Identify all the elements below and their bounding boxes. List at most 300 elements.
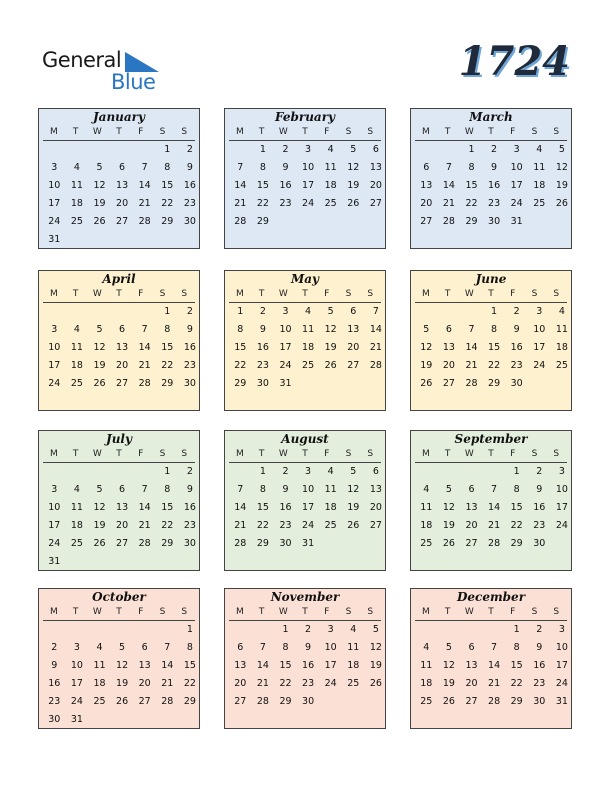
weekday-header <box>229 125 381 141</box>
day-cell: 25 <box>420 696 433 707</box>
day-cell: 16 <box>48 678 61 689</box>
empty-cell <box>229 463 252 481</box>
day-cell: 9 <box>536 484 543 495</box>
weekday-label: M <box>235 449 244 459</box>
day-cell: 11 <box>302 324 315 335</box>
day-cell: 12 <box>116 660 129 671</box>
day-cell: 2 <box>305 624 312 635</box>
day-cell: 7 <box>372 306 379 317</box>
day-cell: 14 <box>234 502 247 513</box>
weekday-header <box>43 605 195 621</box>
day-cell: 20 <box>465 520 478 531</box>
day-cell: 15 <box>183 660 196 671</box>
day-cell: 11 <box>70 502 83 513</box>
empty-cell <box>88 463 111 481</box>
day-cell: 3 <box>51 162 58 173</box>
month-june <box>410 270 572 411</box>
month-name: May <box>290 272 320 286</box>
month-name: October <box>92 590 146 604</box>
day-cell: 5 <box>96 324 103 335</box>
weekday-label: S <box>367 607 374 617</box>
weekday-header <box>43 125 195 141</box>
day-cell: 21 <box>488 678 501 689</box>
day-cell: 5 <box>96 484 103 495</box>
empty-cell <box>133 463 156 481</box>
weekday-label: S <box>367 127 374 137</box>
weekday-label: T <box>116 449 122 459</box>
day-cell: 5 <box>445 484 452 495</box>
empty-cell <box>88 621 111 639</box>
day-cell: 5 <box>350 466 357 477</box>
day-cell: 27 <box>138 696 151 707</box>
day-cell: 29 <box>488 378 501 389</box>
day-cell: 26 <box>324 360 337 371</box>
day-cell: 30 <box>488 216 501 227</box>
day-cell: 10 <box>533 324 546 335</box>
day-cell: 15 <box>161 180 174 191</box>
day-cell: 29 <box>279 696 292 707</box>
day-cell: 8 <box>164 162 171 173</box>
day-cell: 24 <box>70 696 83 707</box>
empty-cell <box>415 141 438 159</box>
month-july <box>38 430 200 571</box>
day-cell: 19 <box>93 198 106 209</box>
month-august <box>224 430 386 571</box>
day-cell: 15 <box>510 660 523 671</box>
day-grid <box>229 141 381 231</box>
empty-cell <box>415 463 438 481</box>
weekday-header <box>43 447 195 463</box>
day-cell: 26 <box>420 378 433 389</box>
day-cell: 30 <box>256 378 269 389</box>
day-cell: 29 <box>234 378 247 389</box>
day-cell: 13 <box>420 180 433 191</box>
day-cell: 6 <box>468 484 475 495</box>
day-cell: 14 <box>465 342 478 353</box>
day-cell: 12 <box>555 162 568 173</box>
day-cell: 8 <box>186 642 193 653</box>
day-cell: 6 <box>372 466 379 477</box>
weekday-label: M <box>49 289 58 299</box>
weekday-label: M <box>235 289 244 299</box>
day-cell: 11 <box>533 162 546 173</box>
day-cell: 26 <box>347 198 360 209</box>
day-cell: 18 <box>302 342 315 353</box>
day-cell: 6 <box>119 484 126 495</box>
weekday-label: S <box>367 289 374 299</box>
logo-general-text: General <box>42 48 122 72</box>
day-cell: 18 <box>70 520 83 531</box>
day-cell: 4 <box>536 144 543 155</box>
day-cell: 28 <box>442 216 455 227</box>
day-cell: 2 <box>186 466 193 477</box>
day-cell: 21 <box>234 198 247 209</box>
day-cell: 10 <box>555 484 568 495</box>
weekday-header <box>415 605 567 621</box>
empty-cell <box>252 621 275 639</box>
day-cell: 5 <box>327 306 334 317</box>
day-cell: 27 <box>116 538 129 549</box>
day-cell: 17 <box>48 520 61 531</box>
day-cell: 9 <box>513 324 520 335</box>
day-cell: 18 <box>324 180 337 191</box>
day-cell: 22 <box>510 678 523 689</box>
day-cell: 18 <box>420 520 433 531</box>
day-cell: 7 <box>445 162 452 173</box>
day-cell: 13 <box>442 342 455 353</box>
day-cell: 21 <box>138 520 151 531</box>
day-cell: 8 <box>164 324 171 335</box>
weekday-label: T <box>258 127 265 137</box>
day-cell: 5 <box>423 324 430 335</box>
day-cell: 16 <box>279 180 292 191</box>
day-cell: 12 <box>93 342 106 353</box>
day-cell: 1 <box>259 466 266 477</box>
day-cell: 6 <box>372 144 379 155</box>
day-cell: 3 <box>327 624 334 635</box>
day-cell: 3 <box>51 324 58 335</box>
day-cell: 12 <box>420 342 433 353</box>
day-cell: 20 <box>347 342 360 353</box>
weekday-label: W <box>278 607 288 617</box>
day-cell: 8 <box>259 162 266 173</box>
day-grid <box>43 463 195 571</box>
day-cell: 4 <box>327 466 334 477</box>
day-cell: 23 <box>533 678 546 689</box>
month-february <box>224 108 386 249</box>
day-cell: 19 <box>324 342 337 353</box>
weekday-label: S <box>159 449 166 459</box>
weekday-label: S <box>553 607 560 617</box>
day-cell: 31 <box>70 714 83 725</box>
weekday-label: M <box>235 127 244 137</box>
month-march <box>410 108 572 249</box>
empty-cell <box>438 303 461 321</box>
day-cell: 16 <box>279 502 292 513</box>
day-cell: 20 <box>116 198 129 209</box>
day-cell: 15 <box>161 502 174 513</box>
day-cell: 21 <box>256 678 269 689</box>
weekday-label: F <box>324 607 330 617</box>
day-cell: 7 <box>141 162 148 173</box>
day-cell: 14 <box>161 660 174 671</box>
empty-cell <box>156 621 179 639</box>
day-cell: 23 <box>256 360 269 371</box>
day-cell: 2 <box>51 642 58 653</box>
day-cell: 13 <box>116 342 129 353</box>
month-name: December <box>456 590 526 604</box>
day-cell: 2 <box>282 466 289 477</box>
weekday-label: F <box>138 449 144 459</box>
day-cell: 3 <box>51 484 58 495</box>
weekday-label: F <box>324 127 330 137</box>
day-cell: 4 <box>327 144 334 155</box>
day-cell: 5 <box>558 144 565 155</box>
day-cell: 23 <box>183 198 196 209</box>
day-cell: 30 <box>183 538 196 549</box>
empty-cell <box>229 621 252 639</box>
weekday-label: S <box>345 607 352 617</box>
day-cell: 1 <box>164 466 171 477</box>
day-cell: 6 <box>119 162 126 173</box>
day-cell: 13 <box>234 660 247 671</box>
weekday-label: W <box>92 449 102 459</box>
empty-cell <box>66 141 89 159</box>
day-cell: 19 <box>442 520 455 531</box>
day-cell: 27 <box>116 216 129 227</box>
weekday-label: W <box>464 607 474 617</box>
day-cell: 6 <box>445 324 452 335</box>
day-cell: 22 <box>279 678 292 689</box>
day-cell: 3 <box>558 466 565 477</box>
day-cell: 3 <box>282 306 289 317</box>
day-cell: 17 <box>279 342 292 353</box>
day-cell: 7 <box>141 324 148 335</box>
day-cell: 19 <box>347 180 360 191</box>
day-cell: 10 <box>510 162 523 173</box>
empty-cell <box>43 141 66 159</box>
day-cell: 26 <box>93 538 106 549</box>
empty-cell <box>438 141 461 159</box>
weekday-label: T <box>444 449 451 459</box>
weekday-label: M <box>235 607 244 617</box>
day-cell: 30 <box>302 696 315 707</box>
empty-cell <box>133 141 156 159</box>
day-cell: 30 <box>183 216 196 227</box>
day-cell: 13 <box>116 180 129 191</box>
day-cell: 9 <box>51 660 58 671</box>
day-cell: 26 <box>442 538 455 549</box>
day-cell: 7 <box>141 484 148 495</box>
day-cell: 28 <box>138 216 151 227</box>
day-cell: 24 <box>48 216 61 227</box>
day-cell: 23 <box>533 520 546 531</box>
day-cell: 4 <box>423 642 430 653</box>
day-cell: 11 <box>420 660 433 671</box>
day-cell: 24 <box>533 360 546 371</box>
weekday-label: S <box>531 289 538 299</box>
day-cell: 19 <box>420 360 433 371</box>
month-april <box>38 270 200 411</box>
day-cell: 20 <box>369 180 382 191</box>
day-cell: 27 <box>369 198 382 209</box>
day-cell: 17 <box>555 502 568 513</box>
empty-cell <box>415 303 438 321</box>
day-cell: 23 <box>488 198 501 209</box>
weekday-label: M <box>421 289 430 299</box>
weekday-label: F <box>510 607 516 617</box>
day-cell: 13 <box>369 484 382 495</box>
day-cell: 26 <box>93 216 106 227</box>
day-cell: 25 <box>70 378 83 389</box>
day-cell: 19 <box>93 360 106 371</box>
day-cell: 7 <box>237 484 244 495</box>
day-cell: 6 <box>141 642 148 653</box>
day-cell: 3 <box>305 144 312 155</box>
day-cell: 31 <box>555 696 568 707</box>
day-cell: 16 <box>302 660 315 671</box>
day-cell: 22 <box>488 360 501 371</box>
weekday-header <box>415 125 567 141</box>
day-cell: 23 <box>302 678 315 689</box>
day-cell: 29 <box>510 696 523 707</box>
day-cell: 3 <box>305 466 312 477</box>
day-cell: 14 <box>488 660 501 671</box>
day-cell: 1 <box>164 306 171 317</box>
day-grid <box>43 621 195 729</box>
weekday-label: F <box>510 449 516 459</box>
day-cell: 23 <box>183 520 196 531</box>
weekday-label: T <box>72 289 79 299</box>
day-cell: 23 <box>48 696 61 707</box>
day-cell: 22 <box>510 520 523 531</box>
day-cell: 20 <box>116 520 129 531</box>
day-cell: 20 <box>465 678 478 689</box>
weekday-label: T <box>258 607 265 617</box>
day-cell: 30 <box>533 696 546 707</box>
day-cell: 14 <box>138 180 151 191</box>
day-cell: 10 <box>48 502 61 513</box>
weekday-label: S <box>159 607 166 617</box>
weekday-label: M <box>421 127 430 137</box>
day-cell: 2 <box>282 144 289 155</box>
day-cell: 1 <box>282 624 289 635</box>
day-cell: 16 <box>488 180 501 191</box>
day-cell: 8 <box>491 324 498 335</box>
day-cell: 25 <box>324 520 337 531</box>
day-cell: 21 <box>138 360 151 371</box>
empty-cell <box>66 303 89 321</box>
day-cell: 15 <box>510 502 523 513</box>
day-cell: 29 <box>510 538 523 549</box>
day-cell: 21 <box>488 520 501 531</box>
weekday-header <box>415 287 567 303</box>
weekday-label: T <box>258 449 265 459</box>
weekday-label: F <box>324 449 330 459</box>
empty-cell <box>43 303 66 321</box>
day-cell: 26 <box>555 198 568 209</box>
weekday-label: F <box>138 289 144 299</box>
weekday-label: T <box>488 607 494 617</box>
day-cell: 11 <box>347 642 360 653</box>
day-cell: 23 <box>510 360 523 371</box>
empty-cell <box>460 303 483 321</box>
day-cell: 10 <box>324 642 337 653</box>
month-january <box>38 108 200 249</box>
empty-cell <box>229 141 252 159</box>
day-cell: 22 <box>161 360 174 371</box>
day-cell: 15 <box>488 342 501 353</box>
day-cell: 3 <box>513 144 520 155</box>
day-cell: 4 <box>73 324 80 335</box>
weekday-label: T <box>116 127 122 137</box>
day-cell: 13 <box>138 660 151 671</box>
generalblue-logo <box>42 48 162 96</box>
weekday-label: T <box>488 127 494 137</box>
weekday-label: F <box>510 289 516 299</box>
weekday-header <box>415 447 567 463</box>
day-cell: 6 <box>237 642 244 653</box>
day-cell: 8 <box>513 642 520 653</box>
month-name: April <box>102 272 136 286</box>
weekday-label: W <box>92 289 102 299</box>
weekday-label: M <box>421 607 430 617</box>
day-cell: 29 <box>183 696 196 707</box>
day-cell: 15 <box>465 180 478 191</box>
empty-cell <box>483 621 506 639</box>
day-cell: 26 <box>369 678 382 689</box>
day-cell: 14 <box>138 502 151 513</box>
day-cell: 12 <box>442 502 455 513</box>
day-cell: 7 <box>259 642 266 653</box>
day-cell: 20 <box>442 360 455 371</box>
day-cell: 13 <box>347 324 360 335</box>
day-cell: 28 <box>465 378 478 389</box>
day-cell: 21 <box>369 342 382 353</box>
day-cell: 13 <box>465 502 478 513</box>
day-cell: 28 <box>138 538 151 549</box>
day-cell: 22 <box>256 520 269 531</box>
day-cell: 2 <box>186 144 193 155</box>
day-cell: 17 <box>48 198 61 209</box>
day-cell: 29 <box>161 378 174 389</box>
day-cell: 11 <box>420 502 433 513</box>
day-cell: 28 <box>234 538 247 549</box>
weekday-label: S <box>159 127 166 137</box>
empty-cell <box>133 303 156 321</box>
empty-cell <box>111 621 134 639</box>
weekday-label: S <box>345 449 352 459</box>
month-october <box>38 588 200 729</box>
day-cell: 2 <box>259 306 266 317</box>
day-cell: 6 <box>119 324 126 335</box>
day-cell: 8 <box>164 484 171 495</box>
weekday-label: T <box>72 449 79 459</box>
day-cell: 27 <box>465 538 478 549</box>
weekday-label: S <box>181 127 188 137</box>
weekday-label: S <box>553 127 560 137</box>
day-cell: 27 <box>465 696 478 707</box>
weekday-label: S <box>181 289 188 299</box>
day-cell: 4 <box>423 484 430 495</box>
day-cell: 31 <box>302 538 315 549</box>
day-cell: 23 <box>279 198 292 209</box>
day-cell: 12 <box>369 642 382 653</box>
day-cell: 1 <box>468 144 475 155</box>
day-cell: 16 <box>256 342 269 353</box>
day-cell: 11 <box>324 484 337 495</box>
day-cell: 25 <box>70 538 83 549</box>
day-cell: 5 <box>350 144 357 155</box>
weekday-label: T <box>72 127 79 137</box>
day-cell: 9 <box>186 162 193 173</box>
day-cell: 18 <box>70 360 83 371</box>
day-cell: 16 <box>183 342 196 353</box>
day-cell: 14 <box>369 324 382 335</box>
day-cell: 18 <box>555 342 568 353</box>
day-cell: 23 <box>183 360 196 371</box>
day-cell: 8 <box>282 642 289 653</box>
weekday-label: S <box>367 449 374 459</box>
logo-blue-text: Blue <box>111 70 156 94</box>
weekday-label: T <box>72 607 79 617</box>
day-cell: 17 <box>302 180 315 191</box>
day-cell: 16 <box>183 180 196 191</box>
day-cell: 31 <box>48 556 61 567</box>
day-cell: 4 <box>350 624 357 635</box>
day-cell: 17 <box>555 660 568 671</box>
day-grid <box>415 303 567 393</box>
